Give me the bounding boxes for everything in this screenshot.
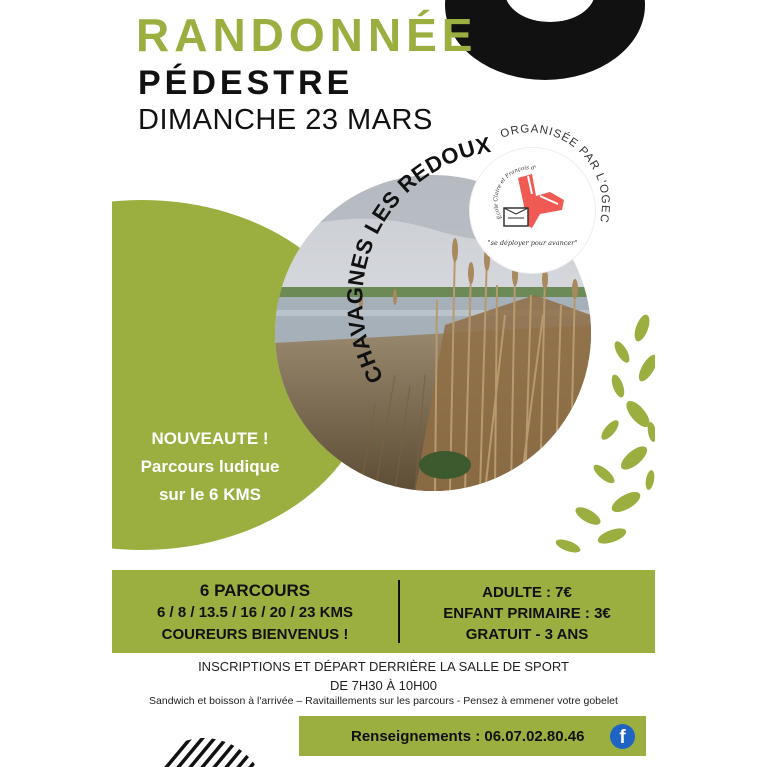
striped-circle-decoration: [139, 728, 269, 767]
runners-welcome: COUREURS BIENVENUS !: [161, 626, 349, 643]
contact-phone: Renseignements : 06.07.02.80.46: [351, 728, 585, 745]
svg-text:École Claire et François d'Ass: École Claire et François d': [493, 165, 537, 220]
news-headline: NOUVEAUTE !: [151, 429, 269, 448]
svg-text:ORGANISÉE PAR L'OGEC: ORGANISÉE PAR L'OGEC: [498, 123, 612, 225]
start-info: [112, 657, 655, 695]
facebook-icon[interactable]: f: [610, 724, 635, 749]
news-line-2: Parcours ludique: [140, 457, 280, 476]
subtitle: PÉDESTRE: [138, 64, 354, 102]
organizer-label: [470, 123, 612, 273]
routes-distances: 6 / 8 / 13.5 / 16 / 20 / 23 KMS: [157, 604, 353, 621]
price-list: [412, 582, 642, 645]
leaves-decoration: [522, 310, 655, 570]
contact-bar: [299, 716, 646, 756]
poster: [112, 0, 655, 767]
routes-title: 6 PARCOURS: [199, 581, 311, 600]
price-free: GRATUIT - 3 ANS: [465, 626, 589, 643]
routes-info: [112, 580, 398, 646]
event-date: DIMANCHE 23 MARS: [138, 104, 433, 136]
logo-tagline: "se déployer pour avancer": [487, 239, 578, 247]
news-line-3: sur le 6 KMS: [158, 485, 262, 504]
info-band: [112, 570, 655, 653]
price-child: ENFANT PRIMAIRE : 3€: [443, 605, 611, 622]
price-adult: ADULTE : 7€: [482, 584, 572, 601]
news-callout: [118, 425, 302, 509]
svg-text:CHAVAGNES LES REDOUX: CHAVAGNES LES REDOUX: [342, 131, 493, 388]
start-hours: DE 7H30 À 10H00: [330, 678, 437, 693]
extras-note: Sandwich et boisson à l'arrivée – Ravitaillements sur les parcours - Pensez à emmener votre gobelet: [149, 695, 618, 707]
divider: [398, 580, 400, 643]
start-location: INSCRIPTIONS ET DÉPART DERRIÈRE LA SALLE DE SPORT: [198, 659, 569, 674]
title: RANDONNÉE: [136, 9, 478, 61]
